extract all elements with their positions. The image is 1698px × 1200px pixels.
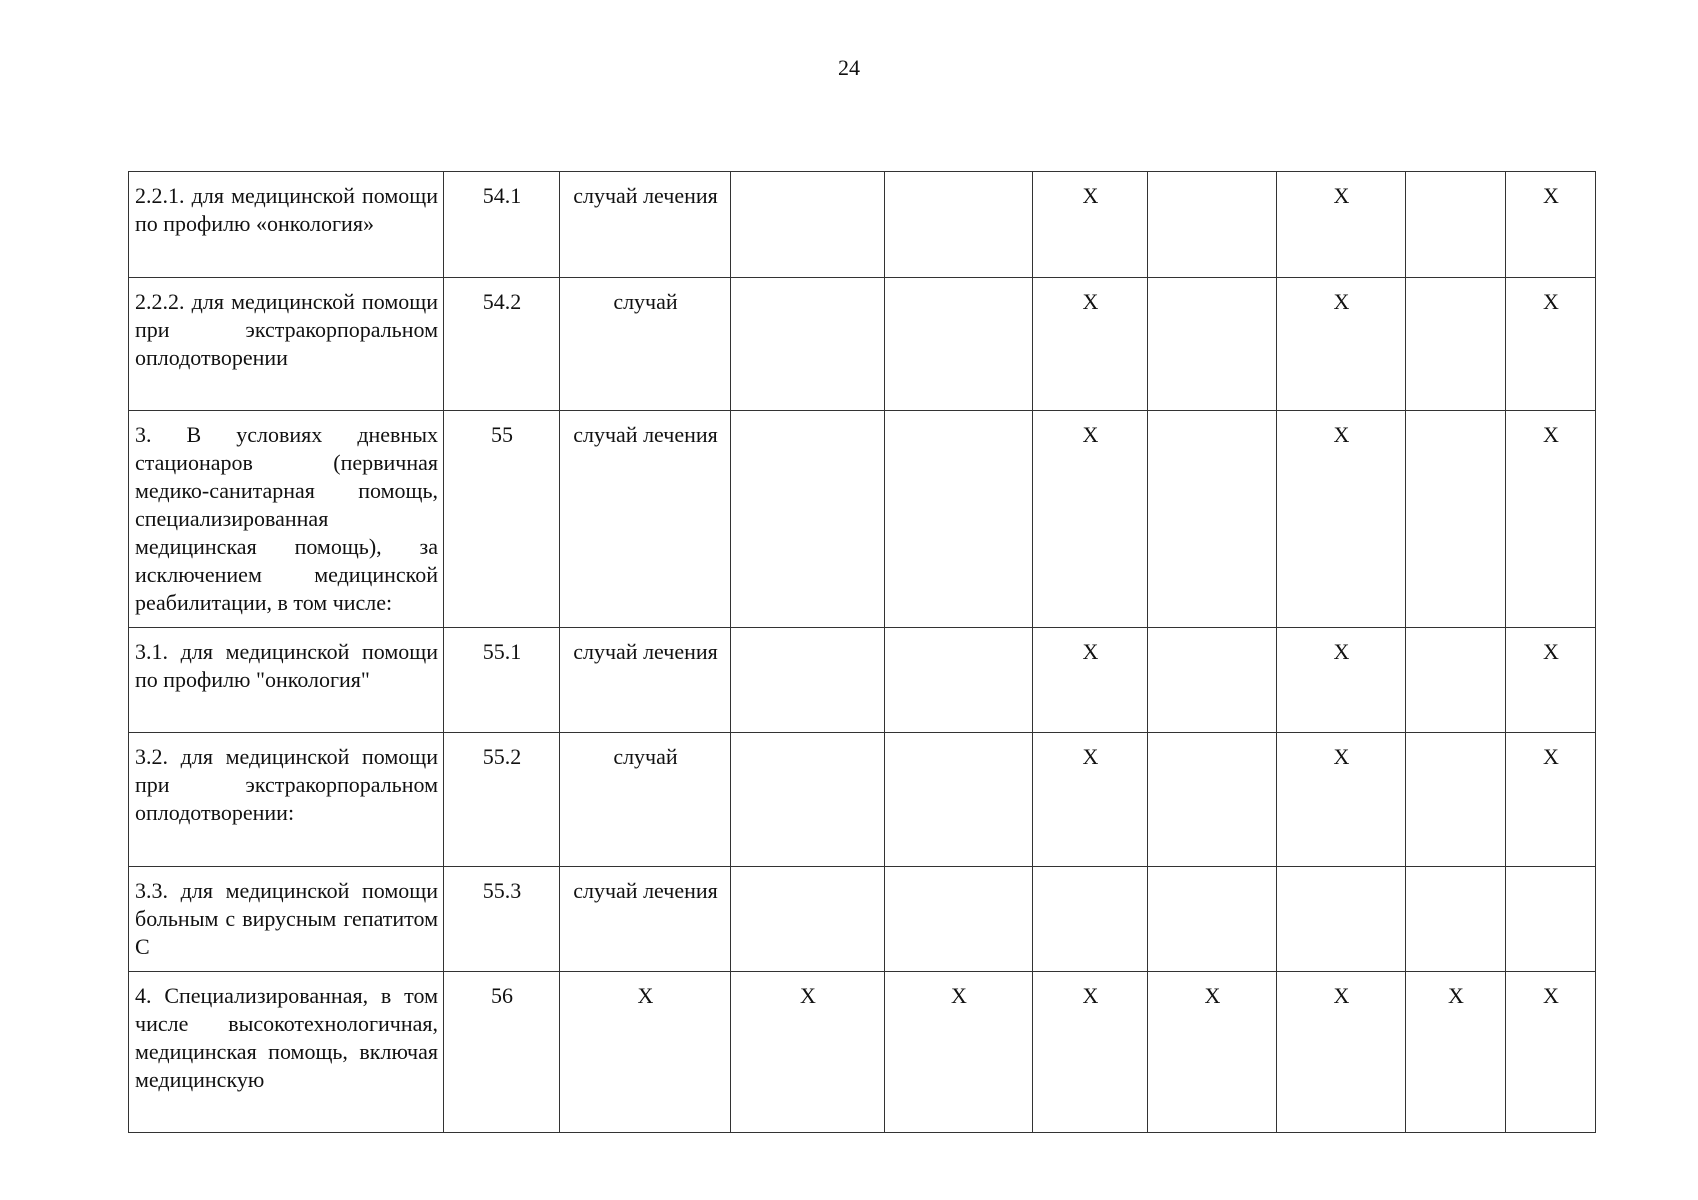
row-name: 3.2. для медицинской помощи при экстракорпоральном оплодотворении: (129, 733, 444, 867)
row-mark-cell (1506, 867, 1596, 972)
table-row (129, 867, 1596, 972)
row-mark-cell (731, 628, 885, 733)
row-mark-cell (1148, 172, 1277, 278)
table-row (129, 628, 1596, 733)
row-unit: случай лечения (560, 628, 731, 733)
row-unit: случай лечения (560, 867, 731, 972)
row-code: 56 (444, 972, 560, 1133)
row-name: 3.1. для медицинской помощи по профилю "онкология" (129, 628, 444, 733)
row-mark-cell: X (1033, 972, 1148, 1133)
row-mark-cell (1033, 867, 1148, 972)
row-mark-cell: X (1033, 411, 1148, 628)
row-name: 2.2.1. для медицинской помощи по профилю «онкология» (129, 172, 444, 278)
row-mark-cell (1148, 733, 1277, 867)
row-code: 54.2 (444, 278, 560, 411)
page-number: 24 (838, 55, 860, 80)
row-unit: случай (560, 733, 731, 867)
row-unit: X (560, 972, 731, 1133)
row-mark-cell (885, 172, 1033, 278)
row-mark-cell (1148, 411, 1277, 628)
row-name: 3. В условиях дневных стационаров (первичная медико-санитарная помощь, специализированная медицинская помощь), за исключением медицинской реабилитации, в том числе: (129, 411, 444, 628)
row-mark-cell: X (1277, 972, 1406, 1133)
row-mark-cell: X (1506, 411, 1596, 628)
row-code: 55.2 (444, 733, 560, 867)
row-code: 55 (444, 411, 560, 628)
row-mark-cell (731, 172, 885, 278)
row-mark-cell (1148, 278, 1277, 411)
row-mark-cell (731, 733, 885, 867)
row-code: 54.1 (444, 172, 560, 278)
row-mark-cell: X (1506, 172, 1596, 278)
row-mark-cell: X (1277, 172, 1406, 278)
row-mark-cell (1406, 172, 1506, 278)
table-row (129, 972, 1596, 1133)
row-unit: случай лечения (560, 172, 731, 278)
row-mark-cell: X (1277, 278, 1406, 411)
row-code: 55.1 (444, 628, 560, 733)
row-name: 4. Специализированная, в том числе высокотехнологичная, медицинская помощь, включая медицинскую (129, 972, 444, 1133)
row-mark-cell (1406, 733, 1506, 867)
row-mark-cell (885, 867, 1033, 972)
row-mark-cell: X (731, 972, 885, 1133)
row-mark-cell: X (1033, 733, 1148, 867)
row-mark-cell: X (1406, 972, 1506, 1133)
row-mark-cell: X (1033, 628, 1148, 733)
row-mark-cell (1406, 867, 1506, 972)
table-row (129, 733, 1596, 867)
row-unit: случай лечения (560, 411, 731, 628)
table-row (129, 411, 1596, 628)
row-mark-cell: X (1506, 278, 1596, 411)
row-mark-cell (885, 628, 1033, 733)
table-row (129, 172, 1596, 278)
row-code: 55.3 (444, 867, 560, 972)
row-mark-cell (1406, 628, 1506, 733)
row-unit: случай (560, 278, 731, 411)
row-mark-cell (731, 411, 885, 628)
row-mark-cell (731, 867, 885, 972)
row-name: 2.2.2. для медицинской помощи при экстракорпоральном оплодотворении (129, 278, 444, 411)
row-mark-cell: X (1506, 628, 1596, 733)
row-mark-cell: X (1277, 411, 1406, 628)
row-mark-cell (885, 411, 1033, 628)
financing-table (128, 171, 1596, 1133)
row-mark-cell: X (1277, 628, 1406, 733)
row-mark-cell (885, 278, 1033, 411)
row-name: 3.3. для медицинской помощи больным с вирусным гепатитом С (129, 867, 444, 972)
row-mark-cell: X (1506, 733, 1596, 867)
row-mark-cell: X (1033, 172, 1148, 278)
row-mark-cell (1406, 278, 1506, 411)
row-mark-cell: X (885, 972, 1033, 1133)
row-mark-cell: X (1506, 972, 1596, 1133)
row-mark-cell (885, 733, 1033, 867)
row-mark-cell (1406, 411, 1506, 628)
row-mark-cell (1148, 628, 1277, 733)
row-mark-cell (1277, 867, 1406, 972)
row-mark-cell: X (1033, 278, 1148, 411)
row-mark-cell (1148, 867, 1277, 972)
table-row (129, 278, 1596, 411)
row-mark-cell: X (1277, 733, 1406, 867)
row-mark-cell (731, 278, 885, 411)
row-mark-cell: X (1148, 972, 1277, 1133)
